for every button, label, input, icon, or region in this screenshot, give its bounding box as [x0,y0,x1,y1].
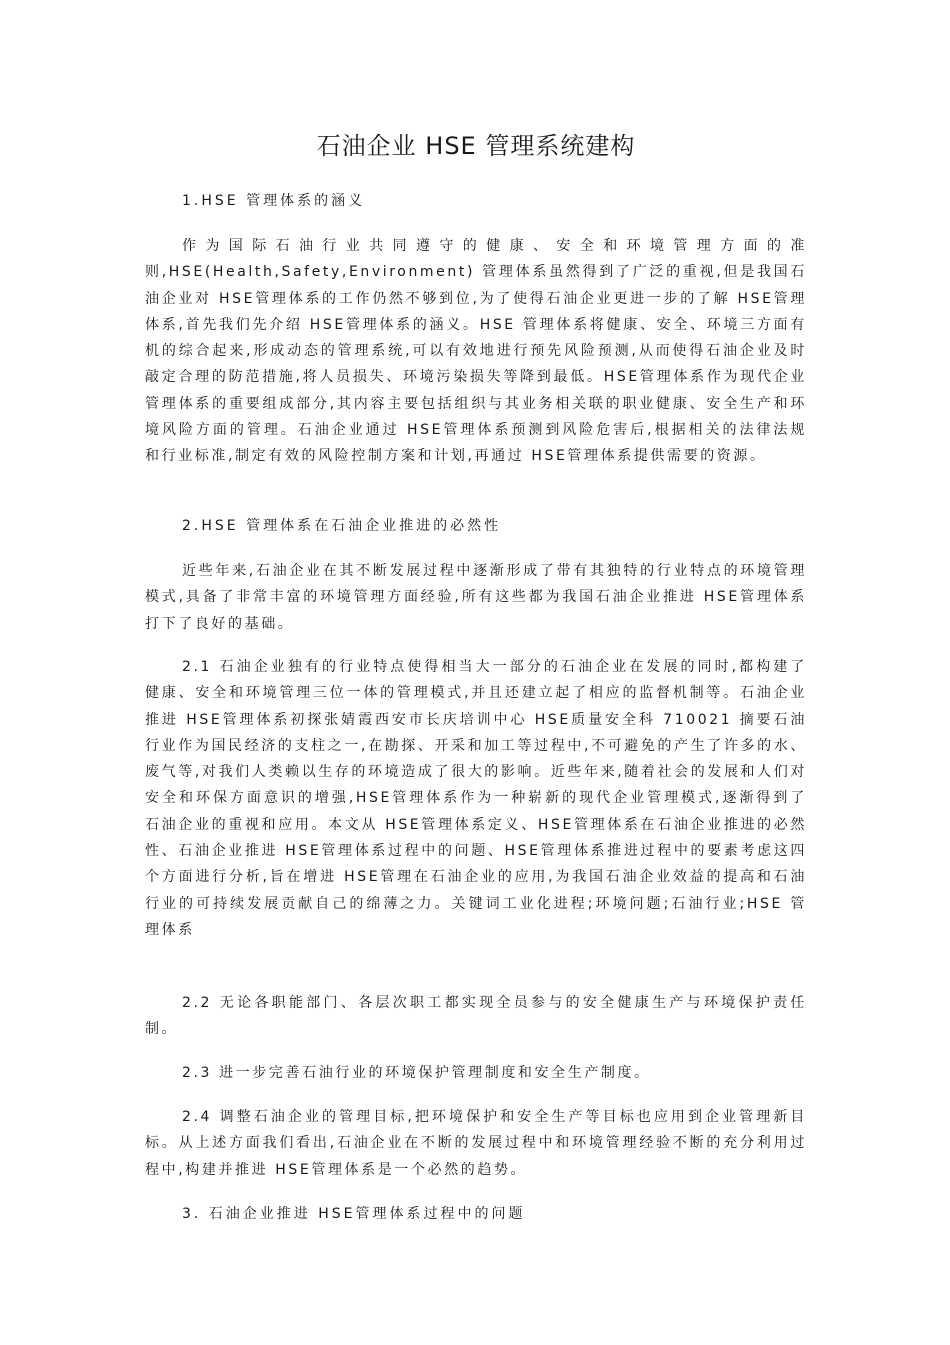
document-title: 石油企业 HSE 管理系统建构 [316,132,636,160]
paragraph-2-2: 2.2 无论各职能部门、各层次职工都实现全员参与的安全健康生产与环境保护责任制。 [145,995,807,1038]
paragraph-2-4: 2.4 调整石油企业的管理目标,把环境保护和安全生产等目标也应用到企业管理新目标。从上述方面我们看出,石油企业在不断的发展过程中和环境管理经验不断的充分利用过程中,构建并推进 HSE管理体系是一个必然的趋势。 [145,1109,807,1178]
section-heading-3: 3. 石油企业推进 HSE管理体系过程中的问题 [182,1206,526,1222]
section-heading-2: 2.HSE 管理体系在石油企业推进的必然性 [182,518,502,534]
paragraph-2-3: 2.3 进一步完善石油行业的环境保护管理制度和安全生产制度。 [182,1065,651,1081]
paragraph-2-1: 2.1 石油企业独有的行业特点使得相当大一部分的石油企业在发展的同时,都构建了健康、安全和环境管理三位一体的管理模式,并且还建立起了相应的监督机制等。石油企业推进 HSE管理体系初探张婧霞西安市长庆培训中心 HSE质量安全科 710021 摘要石油行业作为国民经济的支柱之一,在勘探、开采和加工等过程中,不可避免的产生了许多的水、废气等,对我们人类赖以生存的环境造成了很大的影响。近些年来,随着社会的发展和人们对安全和环保方面意识的增强,HSE管理体系作为一种崭新的现代企业管理模式,逐渐得到了石油企业的重视和应用。本文从 HSE管理体系定义、HSE管理体系在石油企业推进的必然性、石油企业推进 HSE管理体系过程中的问题、HSE管理体系推进过程中的要素考虑这四个方面进行分析,旨在增进 HSE管理在石油企业的应用,为我国石油企业效益的提高和石油行业的可持续发展贡献自己的绵薄之力。关键词工业化进程;环境问题;石油行业;HSE 管理体系 [145,659,807,938]
section-heading-1: 1.HSE 管理体系的涵义 [182,193,366,209]
paragraph-hse-definition: 作为国际石油行业共同遵守的健康、安全和环境管理方面的准则,HSE(Health,Safety,Environment) 管理体系虽然得到了广泛的重视,但是我国石油企业对 HSE管理体系的工作仍然不够到位,为了使得石油企业更进一步的了解 HSE管理体系,首先我们先介绍 HSE管理体系的涵义。HSE 管理体系将健康、安全、环境三方面有机的综合起来,形成动态的管理系统,可以有效地进行预先风险预测,从而使得石油企业及时敲定合理的防范措施,将人员损失、环境污染损失等降到最低。HSE管理体系作为现代企业管理体系的重要组成部分,其内容主要包括组织与其业务相关联的职业健康、安全生产和环境风险方面的管理。石油企业通过 HSE管理体系预测到风险危害后,根据相关的法律法规和行业标准,制定有效的风险控制方案和计划,再通过 HSE管理体系提供需要的资源。 [145,238,807,465]
paragraph-inevitability-intro: 近些年来,石油企业在其不断发展过程中逐渐形成了带有其独特的行业特点的环境管理模式,具备了非常丰富的环境管理方面经验,所有这些都为我国石油企业推进 HSE管理体系打下了良好的基础。 [145,563,807,632]
